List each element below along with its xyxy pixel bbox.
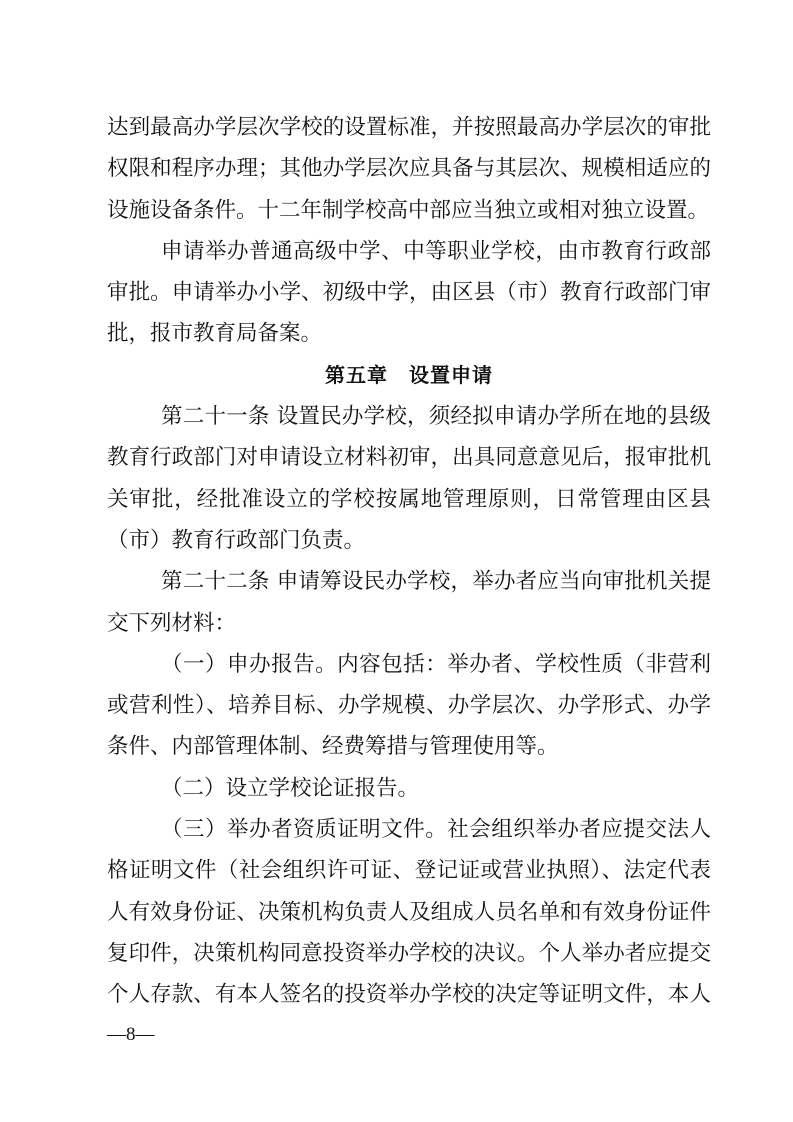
page-number: —8— — [107, 1024, 155, 1045]
text-line: 批，报市教育局备案。 — [107, 321, 323, 347]
text-line: 教育行政部门对申请设立材料初审，出具同意意见后，报审批机 — [107, 445, 711, 471]
document-body — [107, 107, 711, 1016]
text-line: 交下列材料： — [107, 610, 237, 636]
paragraph — [107, 231, 711, 355]
text-line: 或营利性）、培养目标、办学规模、办学层次、办学形式、办学 — [107, 693, 711, 719]
text-line: 条件、内部管理体制、经费筹措与管理使用等。 — [107, 734, 559, 760]
heading-text: 第五章 设置申请 — [325, 362, 493, 387]
text-line: 设施设备条件。十二年制学校高中部应当独立或相对独立设置。 — [107, 197, 710, 223]
text-line: 第二十一条 设置民办学校，须经拟申请办学所在地的县级 — [161, 404, 711, 430]
paragraph — [107, 561, 711, 644]
paragraph — [107, 107, 711, 231]
text-line: （市）教育行政部门负责。 — [107, 527, 366, 553]
text-line: （三）举办者资质证明文件。社会组织举办者应提交法人 — [161, 817, 711, 843]
text-line: 格证明文件（社会组织许可证、登记证或营业执照）、法定代表 — [107, 858, 711, 884]
text-line: 第二十二条 申请筹设民办学校，举办者应当向审批机关提 — [161, 569, 711, 595]
text-line: 审批。申请举办小学、初级中学，由区县（市）教育行政部门审 — [107, 280, 711, 306]
text-line: 个人存款、有本人签名的投资举办学校的决定等证明文件，本人 — [107, 982, 711, 1008]
paragraph — [107, 768, 711, 809]
chapter-heading — [107, 355, 711, 396]
paragraph — [107, 396, 711, 561]
text-line: （二）设立学校论证报告。 — [161, 775, 420, 801]
text-line: （一）申办报告。内容包括：举办者、学校性质（非营利 — [161, 651, 711, 677]
paragraph — [107, 644, 711, 768]
text-line: 人有效身份证、决策机构负责人及组成人员名单和有效身份证件 — [107, 899, 711, 925]
text-line: 权限和程序办理；其他办学层次应具备与其层次、规模相适应的 — [107, 156, 711, 182]
paragraph — [107, 809, 711, 1015]
text-line: 达到最高办学层次学校的设置标准，并按照最高办学层次的审批 — [107, 115, 711, 140]
text-line: 关审批，经批准设立的学校按属地管理原则，日常管理由区县 — [107, 486, 711, 512]
text-line: 申请举办普通高级中学、中等职业学校，由市教育行政部 — [161, 238, 711, 264]
text-line: 复印件，决策机构同意投资举办学校的决议。个人举办者应提交 — [107, 940, 711, 966]
